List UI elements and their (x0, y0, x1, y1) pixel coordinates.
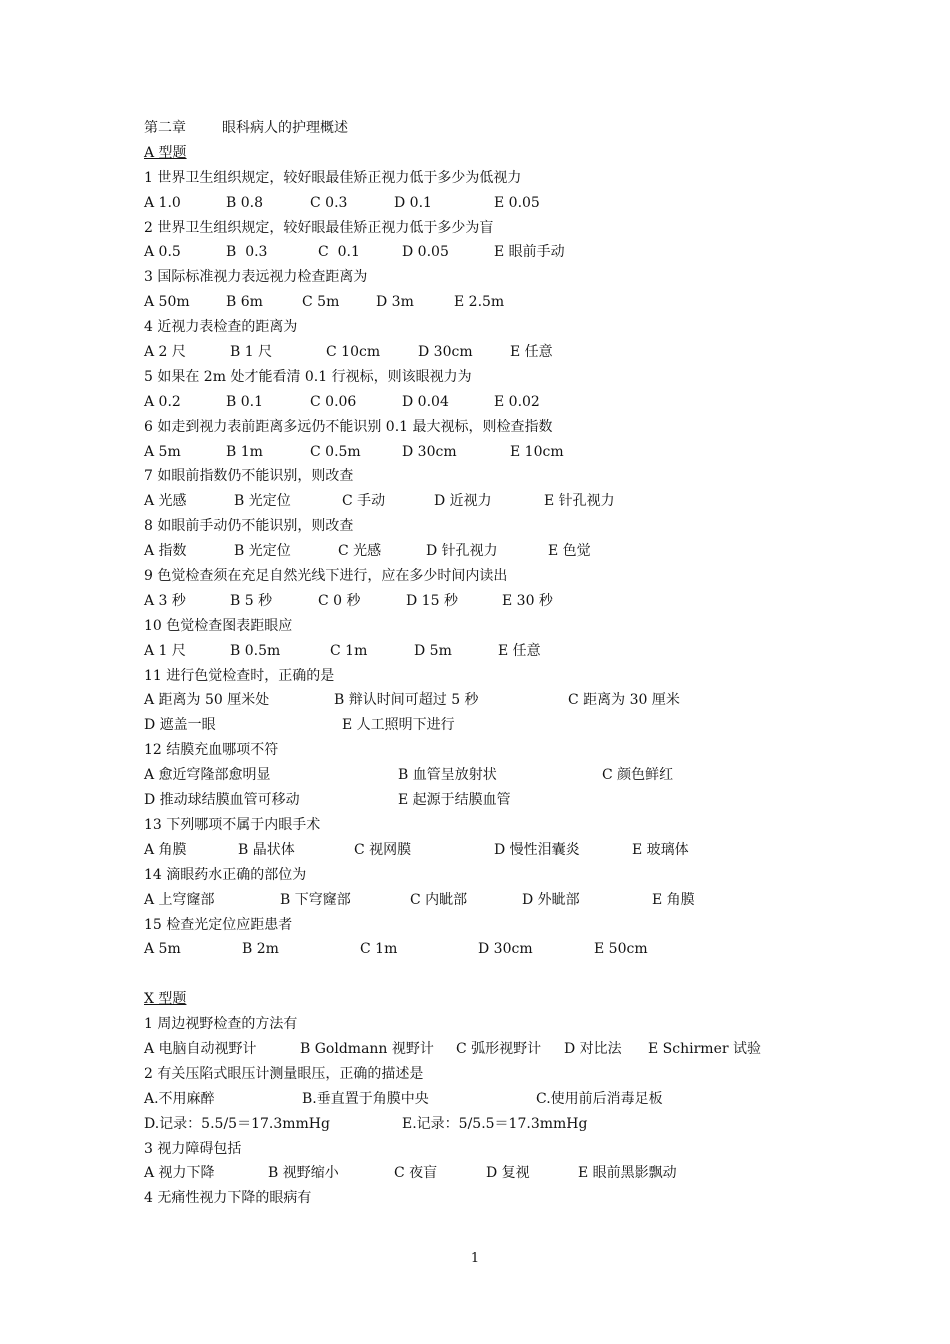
option-c: C 弧形视野计 (456, 1040, 542, 1057)
option-a: A 5m (144, 941, 181, 958)
option-e: E.记录：5/5.5＝17.3mmHg (402, 1115, 588, 1132)
option-b: B 1 尺 (230, 344, 273, 361)
option-c: C 0.5m (310, 443, 361, 460)
option-a: A 50m (144, 294, 190, 311)
option-b: B 0.1 (226, 393, 264, 410)
option-e: E 眼前手动 (494, 244, 565, 261)
option-a: A 3 秒 (144, 592, 186, 609)
x-question-3: 3 视力障碍包括 (144, 1140, 242, 1157)
section-a-heading: A 型题 (144, 144, 187, 161)
option-c: C 0.06 (310, 393, 357, 410)
option-d: D 30cm (402, 443, 457, 460)
option-e: E 眼前黑影飘动 (578, 1165, 677, 1182)
option-c: C 颜色鲜红 (602, 767, 674, 784)
option-c: C 0.1 (318, 244, 360, 261)
option-b: B 血管呈放射状 (398, 767, 497, 784)
option-c: C 10cm (326, 344, 381, 361)
option-d: D 外眦部 (522, 891, 580, 908)
option-a: A 1 尺 (144, 642, 186, 659)
option-d: D 对比法 (564, 1040, 622, 1057)
chapter-title (144, 116, 844, 141)
a-options-row (144, 589, 844, 614)
a-options-row (144, 539, 844, 564)
option-c: C 光感 (338, 543, 382, 560)
a-question-12: 12 结膜充血哪项不符 (144, 742, 279, 759)
option-d: D 0.1 (394, 194, 432, 211)
document-body (144, 116, 844, 1211)
option-a: A 1.0 (144, 194, 181, 211)
option-b: B 1m (226, 443, 263, 460)
option-b: B 光定位 (234, 543, 291, 560)
a-options-row (144, 390, 844, 415)
option-b: B.垂直置于角膜中央 (302, 1090, 429, 1107)
option-c: C 视网膜 (354, 841, 412, 858)
option-d: D 近视力 (434, 493, 492, 510)
a-question-14: 14 滴眼药水正确的部位为 (144, 866, 307, 883)
x-question-1: 1 周边视野检查的方法有 (144, 1016, 298, 1033)
a-question-9: 9 色觉检查须在充足自然光线下进行，应在多少时间内读出 (144, 568, 508, 585)
option-d: D 推动球结膜血管可移动 (144, 792, 300, 809)
option-c: C 0 秒 (318, 592, 361, 609)
a-question-15: 15 检查光定位应距患者 (144, 916, 293, 933)
chapter-number: 第二章 (144, 120, 186, 136)
a-question-8: 8 如眼前手动仍不能识别，则改查 (144, 518, 354, 535)
option-c: C 夜盲 (394, 1165, 438, 1182)
option-d: D 复视 (486, 1165, 530, 1182)
a-question-list (144, 166, 844, 963)
a-question-11: 11 进行色觉检查时，正确的是 (144, 667, 335, 684)
page-number: 1 (470, 1251, 480, 1266)
option-b: B 0.3 (226, 244, 268, 261)
option-d: D 慢性泪囊炎 (494, 841, 580, 858)
option-d: D 遮盖一眼 (144, 717, 216, 734)
a-question-2: 2 世界卫生组织规定，较好眼最佳矫正视力低于多少为盲 (144, 219, 494, 236)
a-question-5: 5 如果在 2m 处才能看清 0.1 行视标，则该眼视力为 (144, 368, 472, 385)
option-e: E 任意 (510, 344, 553, 361)
option-c: C 1m (330, 642, 368, 659)
option-b: B Goldmann 视野计 (300, 1040, 434, 1057)
a-options-row (144, 688, 844, 713)
option-a: A 0.2 (144, 393, 181, 410)
a-options-row (144, 838, 844, 863)
option-e: E 0.02 (494, 393, 540, 410)
x-options-row (144, 1112, 844, 1137)
x-options-row (144, 1161, 844, 1186)
a-question-3: 3 国际标准视力表远视力检查距离为 (144, 269, 368, 286)
option-e: E 0.05 (494, 194, 540, 211)
x-question-list (144, 1012, 844, 1211)
option-e: E Schirmer 试验 (648, 1040, 761, 1057)
option-e: E 任意 (498, 642, 541, 659)
option-a: A 视力下降 (144, 1165, 215, 1182)
a-options-row (144, 440, 844, 465)
option-c: C 内眦部 (410, 891, 468, 908)
option-b: B 光定位 (234, 493, 291, 510)
option-e: E 角膜 (652, 891, 695, 908)
option-b: B 2m (242, 941, 279, 958)
option-e: E 50cm (594, 941, 648, 958)
a-options-row (144, 639, 844, 664)
option-a: A.不用麻醉 (144, 1090, 215, 1107)
option-c: C.使用前后消毒足板 (536, 1090, 663, 1107)
option-c: C 0.3 (310, 194, 348, 211)
option-e: E 针孔视力 (544, 493, 615, 510)
option-d: D.记录：5.5/5＝17.3mmHg (144, 1115, 330, 1132)
option-d: D 15 秒 (406, 592, 458, 609)
option-a: A 2 尺 (144, 344, 186, 361)
a-question-7: 7 如眼前指数仍不能识别，则改查 (144, 468, 354, 485)
option-c: C 手动 (342, 493, 386, 510)
option-d: D 30cm (418, 344, 473, 361)
option-a: A 指数 (144, 543, 187, 560)
option-e: E 10cm (510, 443, 564, 460)
a-question-1: 1 世界卫生组织规定，较好眼最佳矫正视力低于多少为低视力 (144, 169, 522, 186)
option-e: E 2.5m (454, 294, 505, 311)
section-x-heading: X 型题 (144, 991, 187, 1008)
option-d: D 5m (414, 642, 452, 659)
option-a: A 光感 (144, 493, 187, 510)
option-a: A 0.5 (144, 244, 181, 261)
a-options-row (144, 937, 844, 962)
chapter-name: 眼科病人的护理概述 (222, 120, 348, 136)
option-a: A 上穹窿部 (144, 891, 215, 908)
a-question-6: 6 如走到视力表前距离多远仍不能识别 0.1 最大视标，则检查指数 (144, 418, 553, 435)
a-options-row (144, 888, 844, 913)
a-options-row (144, 489, 844, 514)
option-c: C 5m (302, 294, 340, 311)
a-options-row (144, 240, 844, 265)
a-options-row (144, 340, 844, 365)
option-c: C 1m (360, 941, 398, 958)
a-options-row (144, 763, 844, 788)
x-question-2: 2 有关压陷式眼压计测量眼压，正确的描述是 (144, 1065, 424, 1082)
option-a: A 5m (144, 443, 181, 460)
option-b: B 6m (226, 294, 263, 311)
option-b: B 晶状体 (238, 841, 295, 858)
option-e: E 30 秒 (502, 592, 553, 609)
option-b: B 辩认时间可超过 5 秒 (334, 692, 479, 709)
option-e: E 人工照明下进行 (342, 717, 455, 734)
option-b: B 5 秒 (230, 592, 273, 609)
option-a: A 距离为 50 厘米处 (144, 692, 270, 709)
x-options-row (144, 1037, 844, 1062)
a-options-row (144, 713, 844, 738)
option-a: A 愈近穹隆部愈明显 (144, 767, 271, 784)
option-d: D 针孔视力 (426, 543, 498, 560)
a-options-row (144, 290, 844, 315)
a-question-10: 10 色觉检查图表距眼应 (144, 617, 293, 634)
option-e: E 起源于结膜血管 (398, 792, 511, 809)
option-e: E 玻璃体 (632, 841, 689, 858)
a-options-row (144, 788, 844, 813)
a-question-4: 4 近视力表检查的距离为 (144, 319, 298, 336)
option-d: D 0.05 (402, 244, 449, 261)
option-e: E 色觉 (548, 543, 591, 560)
a-options-row (144, 191, 844, 216)
option-d: D 30cm (478, 941, 533, 958)
x-options-row (144, 1087, 844, 1112)
option-c: C 距离为 30 厘米 (568, 692, 680, 709)
option-d: D 3m (376, 294, 414, 311)
option-b: B 0.8 (226, 194, 264, 211)
a-question-13: 13 下列哪项不属于内眼手术 (144, 816, 321, 833)
x-question-4: 4 无痛性视力下降的眼病有 (144, 1190, 312, 1207)
option-a: A 角膜 (144, 841, 187, 858)
option-b: B 视野缩小 (268, 1165, 339, 1182)
option-a: A 电脑自动视野计 (144, 1040, 257, 1057)
option-b: B 0.5m (230, 642, 281, 659)
option-d: D 0.04 (402, 393, 449, 410)
option-b: B 下穹窿部 (280, 891, 351, 908)
